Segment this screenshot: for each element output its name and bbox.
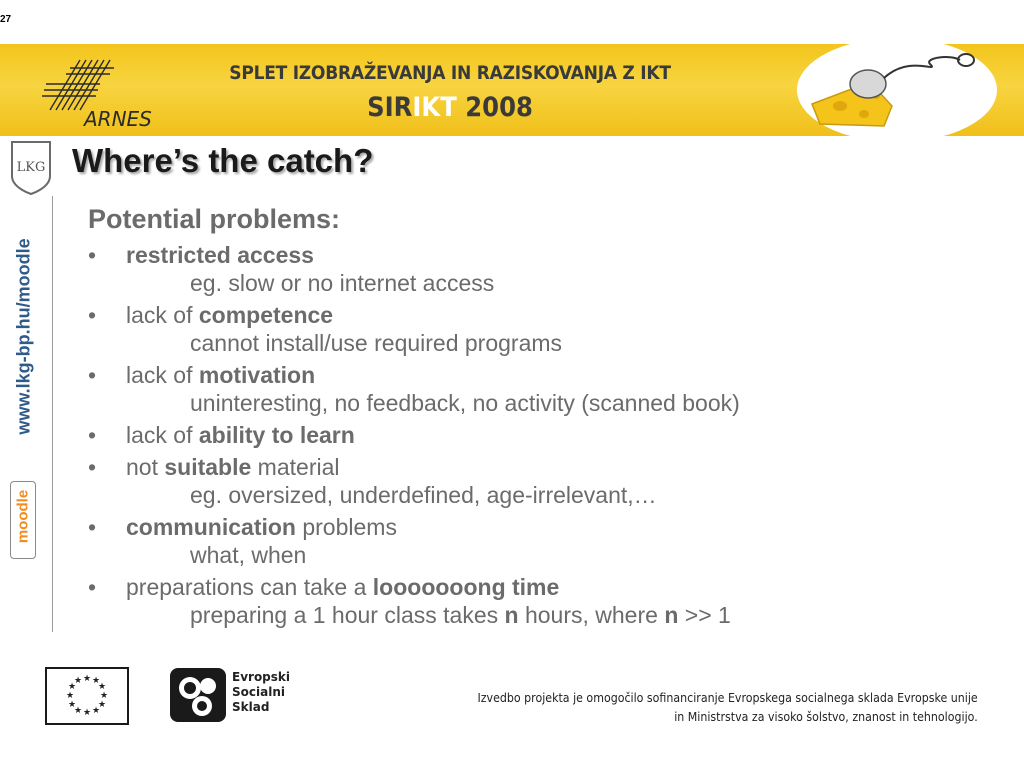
esf-label: Evropski Socialni Sklad <box>232 670 291 714</box>
sidebar-divider <box>52 196 53 632</box>
svg-text:★: ★ <box>67 700 77 710</box>
banner-year: 2008 <box>456 92 533 123</box>
bullet-icon: • <box>88 422 97 448</box>
list-item-detail: uninteresting, no feedback, no activity (scanned book) <box>190 390 740 416</box>
svg-text:★: ★ <box>99 691 109 701</box>
list-item: • not suitable material eg. oversized, underdefined, age-irrelevant,… <box>88 453 1008 509</box>
bullet-icon: • <box>88 514 97 540</box>
lkg-logo-text: LKG <box>16 160 46 175</box>
list-item-detail: preparing a 1 hour class takes n hours, where n >> 1 <box>190 602 731 628</box>
svg-text:★: ★ <box>67 682 77 692</box>
list-item-detail: eg. slow or no internet access <box>190 270 495 296</box>
slide-number: 27 <box>0 14 12 25</box>
list-item-detail: what, when <box>190 542 307 568</box>
svg-text:★: ★ <box>73 676 83 686</box>
problem-list <box>88 241 1008 629</box>
svg-text:★: ★ <box>97 682 107 692</box>
bullet-icon: • <box>88 574 97 600</box>
cheese-mouse-icon <box>800 44 1024 136</box>
content-heading: Potential problems: <box>88 204 341 234</box>
svg-text:★: ★ <box>82 674 92 684</box>
eu-flag-icon <box>45 667 129 725</box>
arnes-logo <box>40 50 160 132</box>
bullet-icon: • <box>88 454 97 480</box>
list-item: • lack of motivation uninteresting, no feedback, no activity (scanned book) <box>88 361 1008 417</box>
svg-text:★: ★ <box>82 708 92 718</box>
moodle-label: moodle <box>14 489 32 544</box>
svg-text:★: ★ <box>91 706 101 716</box>
list-item: • communication problems what, when <box>88 513 1008 569</box>
conference-banner <box>0 44 1024 136</box>
list-item-detail: eg. oversized, underdefined, age-irrelevant,… <box>190 482 657 508</box>
bullet-icon: • <box>88 242 97 268</box>
arnes-logo-text: ARNES <box>84 107 152 131</box>
svg-text:★: ★ <box>97 700 107 710</box>
banner-ikt: IKT <box>412 92 457 123</box>
slide-content <box>88 204 1008 633</box>
banner-title: SPLET IZOBRAŽEVANJA IN RAZISKOVANJA Z IKT <box>229 62 671 84</box>
svg-text:★: ★ <box>73 706 83 716</box>
banner-sir: SIR <box>367 92 413 123</box>
list-item: • preparations can take a looooooong time preparing a 1 hour class takes n hours, where n >> 1 <box>88 573 1008 629</box>
list-item-detail: cannot install/use required programs <box>190 330 563 356</box>
list-item: • lack of ability to learn <box>88 422 355 448</box>
moodle-badge <box>10 481 36 559</box>
banner-subtitle <box>225 92 675 123</box>
lkg-logo <box>8 138 54 196</box>
bullet-icon: • <box>88 362 97 388</box>
list-item: • restricted access eg. slow or no internet access <box>88 241 1008 297</box>
funding-notice: Izvedbo projekta je omogočilo sofinanciranje Evropskega socialnega sklada Evropske unije in Ministrstva za visoko šolstvo, znanost in tehnologijo. <box>477 691 978 724</box>
sidebar-url-link[interactable]: www.lkg-bp.hu/moodle <box>13 238 34 435</box>
list-item: • lack of competence cannot install/use required programs <box>88 301 1008 357</box>
slide-title: Where’s the catch? <box>72 142 374 179</box>
svg-text:★: ★ <box>65 691 75 701</box>
svg-text:★: ★ <box>91 676 101 686</box>
bullet-icon: • <box>88 302 97 328</box>
esf-logo <box>168 666 228 724</box>
